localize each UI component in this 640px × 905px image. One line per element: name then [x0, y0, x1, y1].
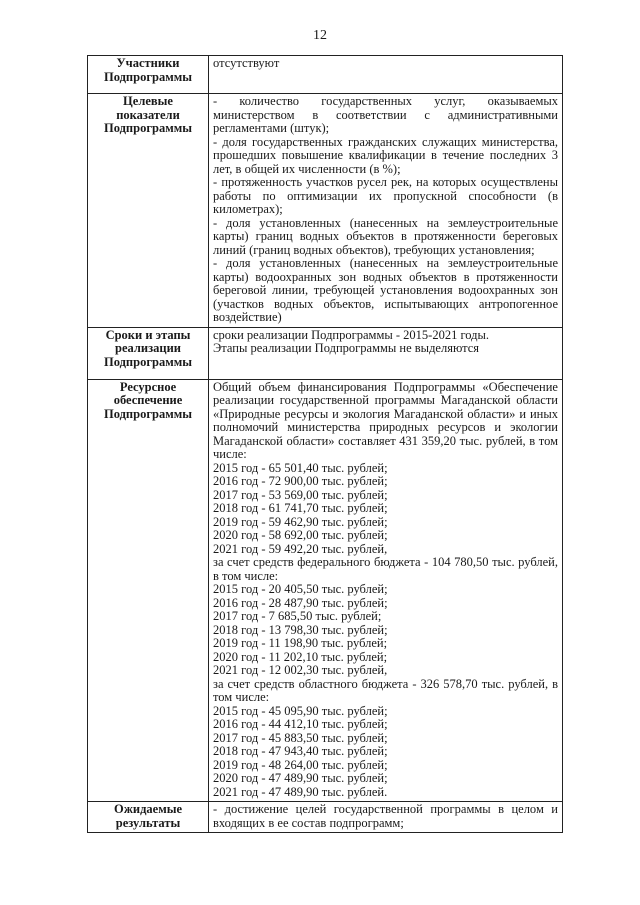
funding-year: 2015 год - 20 405,50 тыс. рублей;: [213, 582, 388, 596]
funding-year: 2016 год - 72 900,00 тыс. рублей;: [213, 474, 388, 488]
table-row: [88, 327, 563, 379]
funding-year: 2019 год - 11 198,90 тыс. рублей;: [213, 636, 388, 650]
funding-year: 2018 год - 13 798,30 тыс. рублей;: [213, 622, 388, 637]
funding-year: 2017 год - 53 569,00 тыс. рублей;: [213, 487, 388, 502]
list-item: - доля установленных (нанесенных на землеустроительные карты) границ водных объектов в протяженности береговых линий (границ водных объектов), требующих установления;: [213, 215, 558, 257]
table-row: [88, 379, 563, 802]
row-value-indicators: [209, 94, 563, 328]
table-row: [88, 94, 563, 328]
funding-year: 2018 год - 61 741,70 тыс. рублей;: [213, 501, 388, 515]
funding-year: 2015 год - 45 095,90 тыс. рублей;: [213, 703, 388, 718]
funding-year: 2020 год - 11 202,10 тыс. рублей;: [213, 649, 388, 664]
row-value-participants: отсутствуют: [209, 56, 563, 94]
page-number: 12: [313, 28, 327, 43]
regional-intro: за счет средств областного бюджета - 326 578,70 тыс. рублей, в том числе:: [213, 676, 558, 704]
funding-year: 2017 год - 7 685,50 тыс. рублей;: [213, 609, 382, 623]
table-row: [88, 802, 563, 833]
row-label-results: Ожидаемые результаты: [88, 802, 209, 833]
funding-year: 2020 год - 47 489,90 тыс. рублей;: [213, 771, 388, 785]
row-value-timing: [209, 327, 563, 379]
funding-year: 2021 год - 12 002,30 тыс. рублей,: [213, 663, 388, 677]
funding-year: 2019 год - 48 264,00 тыс. рублей;: [213, 757, 388, 772]
list-item: - доля государственных гражданских служащих министерства, прошедших повышение квалификации в течение последних 3 лет, в общей их численности (в %);: [213, 134, 558, 176]
funding-year: 2020 год - 58 692,00 тыс. рублей;: [213, 528, 388, 542]
row-label-resources: Ресурсное обеспечение Подпрограммы: [88, 379, 209, 802]
funding-year: 2017 год - 45 883,50 тыс. рублей;: [213, 730, 388, 745]
list-item: - протяженность участков русел рек, на которых осуществлены работы по оптимизации их пропускной способности (в километрах);: [213, 175, 558, 216]
funding-intro: Общий объем финансирования Подпрограммы «Обеспечение реализации государственной программы Магаданской области «Природные ресурсы и экология Магаданской области» и иных полномочий министерства природных ресурсов и экологии Магаданской области» составляет 431 359,20 тыс. рублей, в том числе:: [213, 379, 558, 461]
funding-year: 2019 год - 59 462,90 тыс. рублей;: [213, 514, 388, 529]
timing-line: сроки реализации Подпрограммы - 2015-2021 годы.: [213, 327, 490, 342]
funding-year: 2021 год - 59 492,20 тыс. рублей,: [213, 541, 388, 556]
row-value-results: - достижение целей государственной программы в целом и входящих в ее состав подпрограмм;: [209, 802, 563, 833]
funding-year: 2018 год - 47 943,40 тыс. рублей;: [213, 744, 388, 758]
funding-year: 2015 год - 65 501,40 тыс. рублей;: [213, 460, 388, 475]
timing-line: Этапы реализации Подпрограммы не выделяются: [213, 341, 480, 355]
row-value-resources: [209, 379, 563, 802]
passport-table: [87, 55, 563, 833]
funding-year: 2016 год - 44 412,10 тыс. рублей;: [213, 717, 388, 731]
row-label-participants: Участники Подпрограммы: [88, 56, 209, 94]
row-label-indicators: Целевые показатели Подпрограммы: [88, 94, 209, 328]
funding-year: 2021 год - 47 489,90 тыс. рублей.: [213, 784, 388, 799]
federal-intro: за счет средств федерального бюджета - 104 780,50 тыс. рублей, в том числе:: [213, 555, 558, 583]
list-item: - доля установленных (нанесенных на землеустроительные карты) водоохранных зон водных объектов в протяженности береговой линии, требующей установления водоохранных зон (участков водных объектов, испытывающих антропогенное воздействие): [213, 256, 558, 324]
table-row: [88, 56, 563, 94]
row-label-timing: Сроки и этапы реализации Подпрограммы: [88, 327, 209, 379]
list-item: - количество государственных услуг, оказываемых министерством в соответствии с административными регламентами (штук);: [213, 94, 558, 135]
funding-year: 2016 год - 28 487,90 тыс. рублей;: [213, 595, 388, 610]
